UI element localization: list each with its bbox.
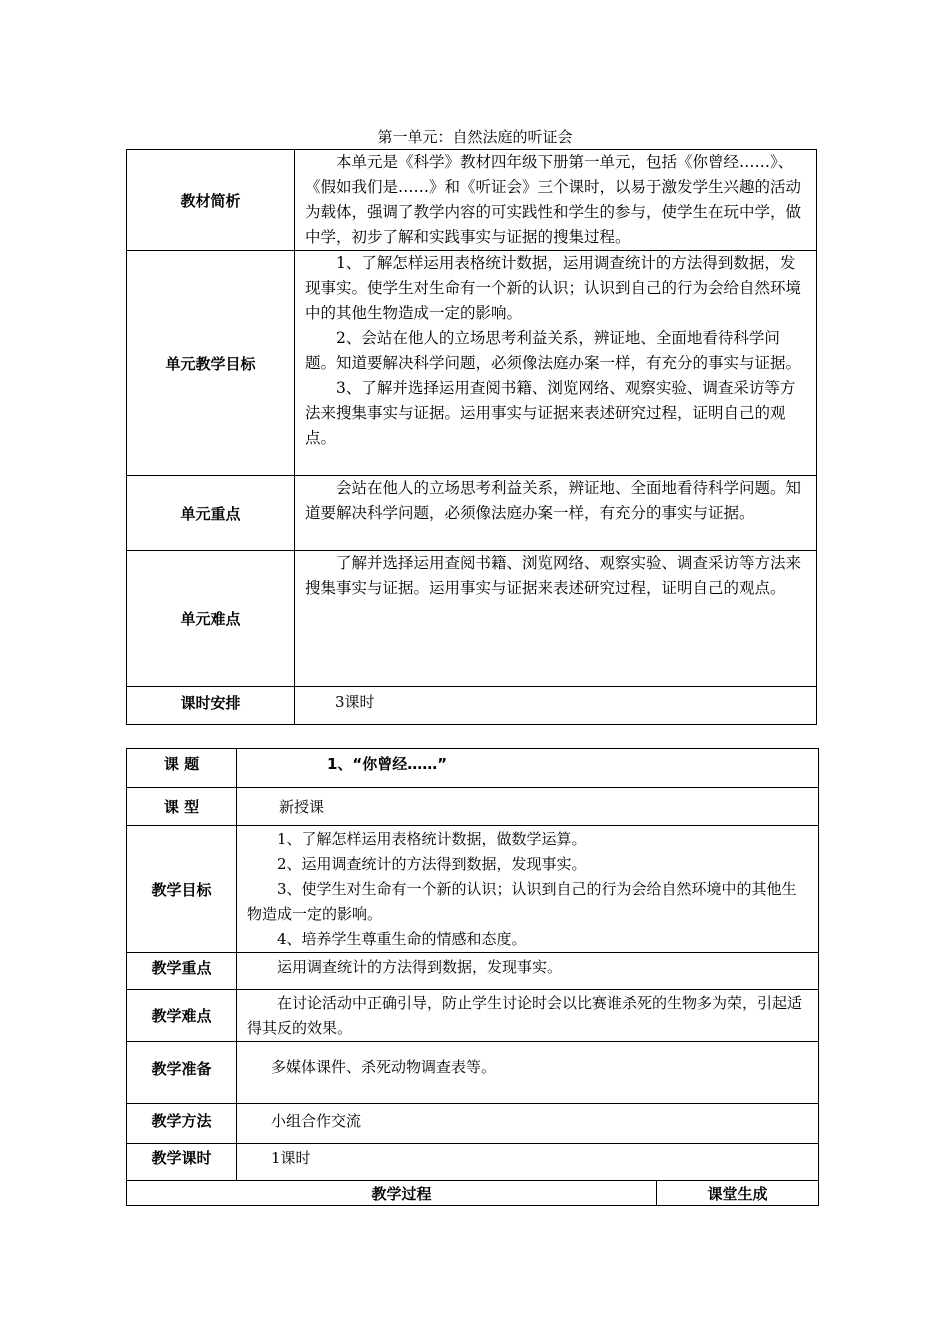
topic-text: 1、“你曾经……” <box>237 749 819 788</box>
lesson-plan-table <box>126 748 819 1206</box>
unit-goals-cell <box>295 251 817 476</box>
lesson-goal-item: 2、运用调查统计的方法得到数据，发现事实。 <box>277 855 587 873</box>
schedule-cell <box>295 687 817 725</box>
method-label: 教学方法 <box>127 1104 237 1144</box>
unit-goal-item: 3、了解并选择运用查阅书籍、浏览网络、观察实验、调查采访等方法来搜集事实与证据。运用事实与证据来表述研究过程，证明自己的观点。 <box>305 379 796 447</box>
schedule-text: 3课时 <box>335 693 375 711</box>
prep-text: 多媒体课件、杀死动物调查表等。 <box>237 1042 819 1104</box>
lesson-difficulty-text: 在讨论活动中正确引导，防止学生讨论时会以比赛谁杀死的生物多为荣，引起适得其反的效果。 <box>247 994 803 1037</box>
lesson-goal-item: 1、了解怎样运用表格统计数据，做数学运算。 <box>277 830 587 848</box>
lesson-key-text: 运用调查统计的方法得到数据，发现事实。 <box>277 958 563 976</box>
prep-label: 教学准备 <box>127 1042 237 1104</box>
unit-goal-item: 1、了解怎样运用表格统计数据，运用调查统计的方法得到数据，发现事实。使学生对生命有一个新的认识；认识到自己的行为会给自然环境中的其他生物造成一定的影响。 <box>305 254 802 322</box>
unit-goals-label: 单元教学目标 <box>127 251 295 476</box>
type-text: 新授课 <box>237 788 819 826</box>
unit-overview-table <box>126 149 817 725</box>
textbook-analysis-label: 教材简析 <box>127 150 295 251</box>
schedule-label: 课时安排 <box>127 687 295 725</box>
lesson-goals-cell <box>237 826 819 953</box>
method-text: 小组合作交流 <box>237 1104 819 1144</box>
lesson-goal-item: 4、培养学生尊重生命的情感和态度。 <box>277 930 527 948</box>
lesson-goal-item: 3、使学生对生命有一个新的认识；认识到自己的行为会给自然环境中的其他生物造成一定的影响。 <box>247 880 797 923</box>
outcome-header: 课堂生成 <box>657 1181 819 1206</box>
lesson-difficulty-label: 教学难点 <box>127 990 237 1042</box>
lesson-difficulty-cell <box>237 990 819 1042</box>
textbook-analysis-cell <box>295 150 817 251</box>
unit-difficulty-cell <box>295 551 817 687</box>
unit-key-cell <box>295 476 817 551</box>
lesson-goals-label: 教学目标 <box>127 826 237 953</box>
unit-key-label: 单元重点 <box>127 476 295 551</box>
type-label: 课 型 <box>127 788 237 826</box>
lesson-key-cell <box>237 953 819 990</box>
hours-text: 1课时 <box>237 1144 819 1181</box>
process-header: 教学过程 <box>127 1181 657 1206</box>
lesson-key-label: 教学重点 <box>127 953 237 990</box>
unit-difficulty-text: 了解并选择运用查阅书籍、浏览网络、观察实验、调查采访等方法来搜集事实与证据。运用事实与证据来表述研究过程，证明自己的观点。 <box>305 554 802 597</box>
unit-key-text: 会站在他人的立场思考利益关系，辨证地、全面地看待科学问题。知道要解决科学问题，必须像法庭办案一样，有充分的事实与证据。 <box>305 479 802 522</box>
topic-label: 课 题 <box>127 749 237 788</box>
textbook-analysis-text: 本单元是《科学》教材四年级下册第一单元，包括《你曾经……》、《假如我们是……》和《听证会》三个课时，以易于激发学生兴趣的活动为载体，强调了教学内容的可实践性和学生的参与，使学生在玩中学，做中学，初步了解和实践事实与证据的搜集过程。 <box>305 153 802 246</box>
page-title: 第一单元：自然法庭的听证会 <box>377 128 573 146</box>
unit-goal-item: 2、会站在他人的立场思考利益关系，辨证地、全面地看待科学问题。知道要解决科学问题，必须像法庭办案一样，有充分的事实与证据。 <box>305 329 802 372</box>
hours-label: 教学课时 <box>127 1144 237 1181</box>
unit-difficulty-label: 单元难点 <box>127 551 295 687</box>
